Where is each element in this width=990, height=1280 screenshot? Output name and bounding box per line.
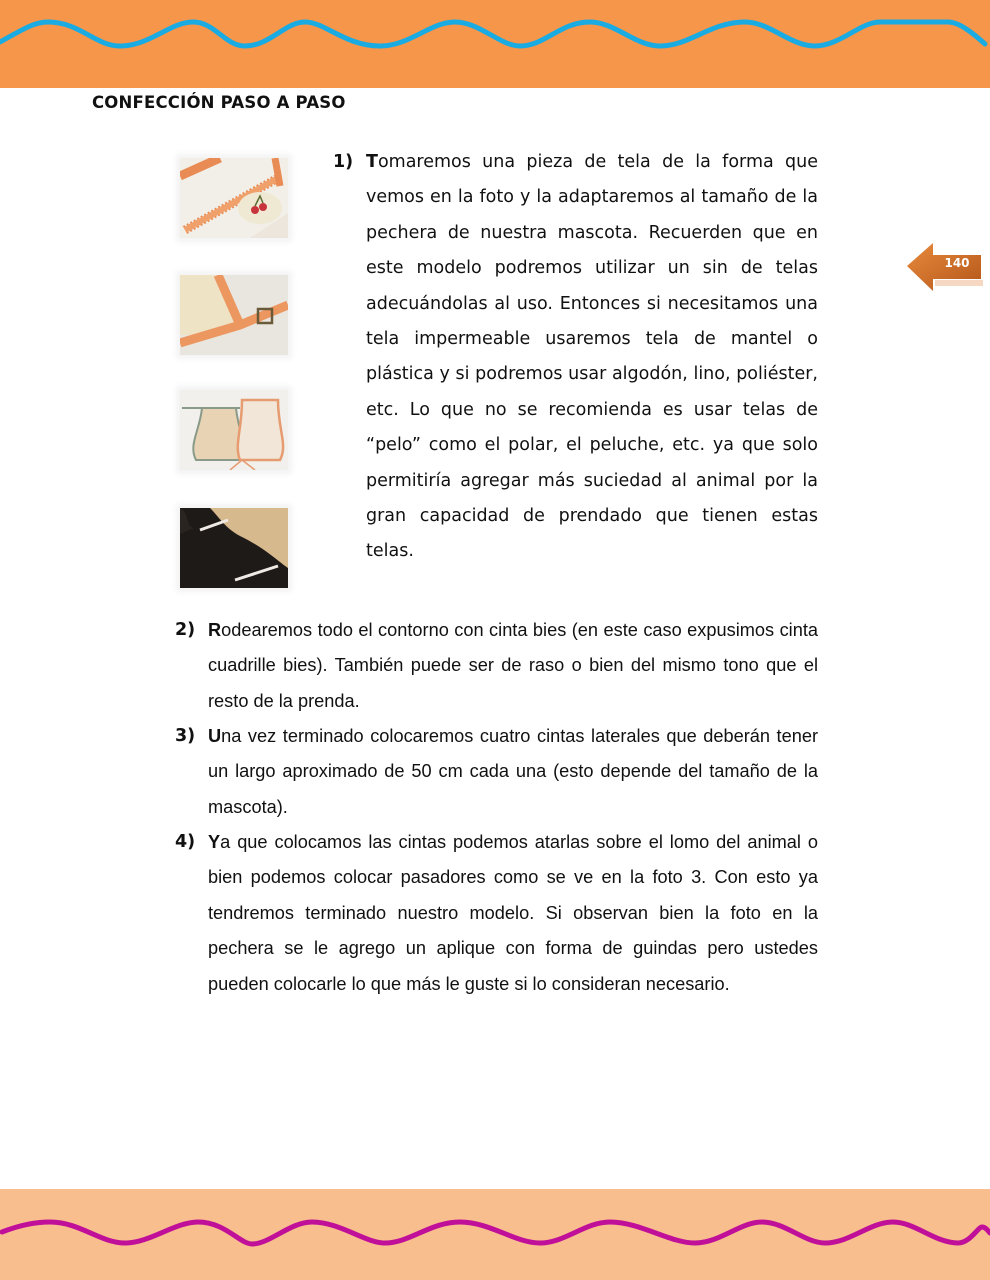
step-text (366, 145, 818, 570)
step-number: 4) (175, 832, 196, 852)
step-body: na vez terminado colocaremos cuatro cintas laterales que deberán tener un largo aproximado de 50 cm cada una (esto depende del tamaño de la mascota). (208, 726, 818, 817)
step-number: 3) (175, 726, 196, 746)
page-number-tab (905, 242, 985, 294)
step-initial: U (208, 726, 222, 746)
step-body: omaremos una pieza de tela de la forma que vemos en la foto y la adaptaremos al tamaño de la pechera de nuestra mascota. Recuerden que en este modelo podremos utilizar un sin de telas adecuándolas al uso. Entonces si necesitamos una tela impermeable usaremos tela de mantel o plástica y si podremos usar algodón, lino, poliéster, etc. Lo que no se recomienda es usar telas de “pelo” como el polar, el peluche, etc. ya que solo permitiría agregar más suciedad al animal por la gran capacidad de prendado que tienen estas telas. (366, 152, 818, 562)
page-title: CONFECCIÓN PASO A PASO (92, 93, 346, 112)
photo-column (174, 150, 296, 594)
photo-4-dog (180, 508, 288, 588)
step-body: a que colocamos las cintas podemos atarlas sobre el lomo del animal o bien podemos colocar pasadores como se ve en la foto 3. Con esto ya tendremos terminado nuestro modelo. Si observan bien la foto en la pechera se le agrego un aplique con forma de guindas pero ustedes pueden colocarle lo que más le guste si lo consideran necesario. (208, 832, 818, 994)
step-text (208, 613, 818, 719)
step-3 (175, 719, 818, 825)
header-band (0, 0, 990, 88)
step-number: 1) (333, 152, 354, 172)
photo-1-bib (180, 158, 288, 238)
step-initial: R (208, 620, 222, 640)
step-initial: Y (208, 832, 221, 852)
step-initial: T (366, 152, 378, 172)
step-2 (175, 613, 818, 719)
step-number: 2) (175, 620, 196, 640)
footer-band (0, 1189, 990, 1280)
step-1 (333, 145, 818, 570)
wave-decoration-icon (0, 0, 990, 88)
photo-2-buckle (180, 275, 288, 355)
step-body: odearemos todo el contorno con cinta bies (en este caso expusimos cinta cuadrille bies). También puede ser de raso o bien del mismo tono que el resto de la prenda. (208, 620, 818, 711)
step-text (208, 825, 818, 1002)
step-text (208, 719, 818, 825)
step-4 (175, 825, 818, 1002)
wave-decoration-icon (0, 1189, 990, 1280)
page-number: 140 (944, 256, 970, 270)
photo-3-bibs (180, 390, 288, 470)
